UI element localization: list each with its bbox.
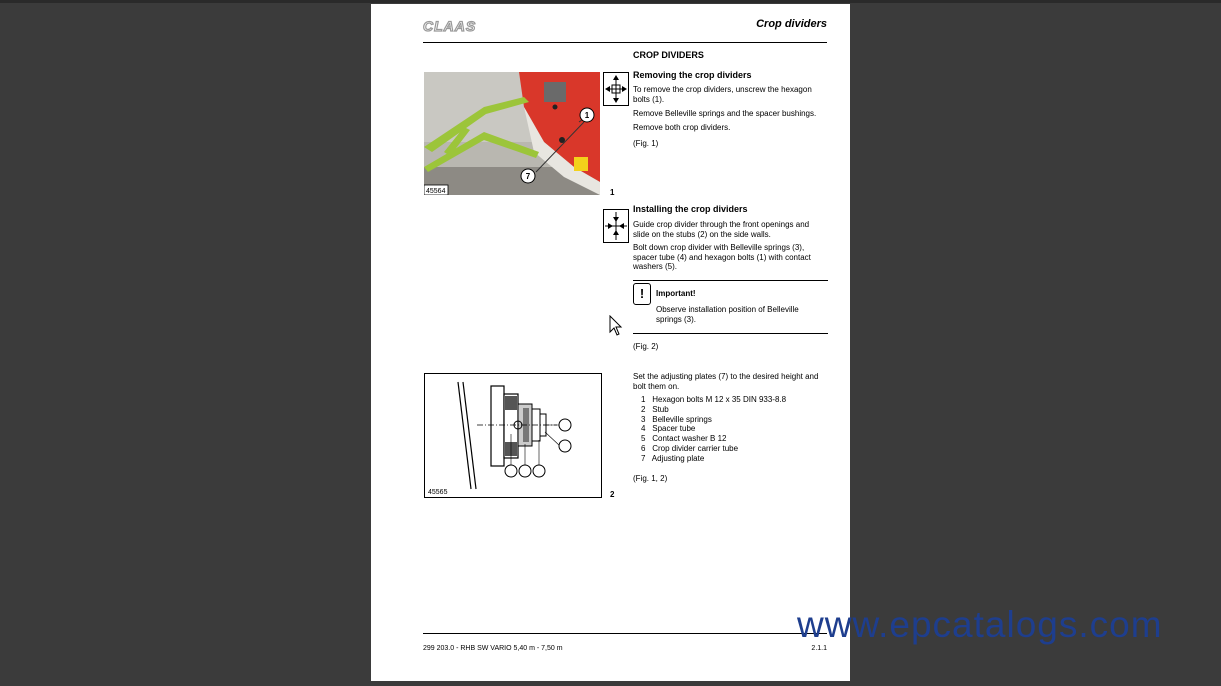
list-item: 7 Adjusting plate	[641, 453, 705, 463]
header-rule	[423, 42, 827, 43]
removing-para-2: Remove Belleville springs and the spacer bushings.	[633, 109, 817, 118]
remove-arrows-icon	[603, 72, 629, 106]
important-title: Important!	[656, 289, 696, 298]
installing-heading: Installing the crop dividers	[633, 204, 748, 214]
list-item: 6 Crop divider carrier tube	[641, 443, 739, 453]
warning-exclamation-icon: !	[633, 283, 651, 305]
figure-2-code: 45565	[428, 489, 448, 496]
installing-para-1: Guide crop divider through the front openings and slide on the stubs (2) on the side walls.	[633, 220, 810, 239]
footer-page-number: 2.1.1	[811, 645, 827, 652]
installing-para-2: Bolt down crop divider with Belleville springs (3), spacer tube (4) and hexagon bolts (1) with contact washers (5).	[633, 243, 811, 271]
figure-1-number: 1	[610, 188, 615, 197]
figure-1-photo	[424, 72, 600, 195]
list-item: 1 Hexagon bolts M 12 x 35 DIN 933-8.8	[641, 395, 787, 404]
list-item: 5 Contact washer B 12	[641, 434, 727, 444]
footer-document-id: 299 203.0 - RHB SW VARIO 5,40 m - 7,50 m	[423, 645, 563, 652]
list-item: 2 Stub	[641, 404, 669, 414]
removing-heading: Removing the crop dividers	[633, 70, 752, 80]
installing-figref: (Fig. 2)	[633, 342, 659, 351]
install-arrows-icon	[603, 209, 629, 243]
removing-para-1: To remove the crop dividers, unscrew the hexagon bolts (1).	[633, 85, 812, 104]
important-note	[633, 280, 828, 333]
parts-list	[641, 395, 786, 464]
callout-1	[580, 108, 594, 122]
removing-figref: (Fig. 1)	[633, 139, 659, 148]
document-page	[371, 4, 850, 681]
figure-2-number: 2	[610, 490, 615, 499]
page-title: Crop dividers	[756, 18, 827, 30]
list-item: 4 Spacer tube	[641, 424, 696, 434]
section-title: CROP DIVIDERS	[633, 50, 704, 60]
footer-rule	[423, 633, 827, 634]
important-bottom-rule	[633, 333, 828, 334]
figure-2-diagram	[424, 373, 602, 498]
svg-text:1: 1	[584, 111, 590, 120]
viewer-top-bar	[0, 0, 1221, 3]
watermark-text: www.epcatalogs.com	[797, 604, 1163, 645]
adjusting-figref: (Fig. 1, 2)	[633, 474, 668, 483]
important-text: Observe installation position of Belleville springs (3).	[656, 305, 799, 324]
callout-7	[521, 169, 535, 183]
removing-para-3: Remove both crop dividers.	[633, 123, 731, 132]
adjusting-text: Set the adjusting plates (7) to the desired height and bolt them on.	[633, 372, 819, 391]
list-item: 3 Belleville springs	[641, 414, 712, 424]
mouse-cursor-icon	[609, 315, 623, 342]
svg-text:7: 7	[525, 172, 531, 181]
figure-1-code: 45564	[426, 188, 446, 195]
claas-logo: CLAAS	[423, 18, 477, 34]
